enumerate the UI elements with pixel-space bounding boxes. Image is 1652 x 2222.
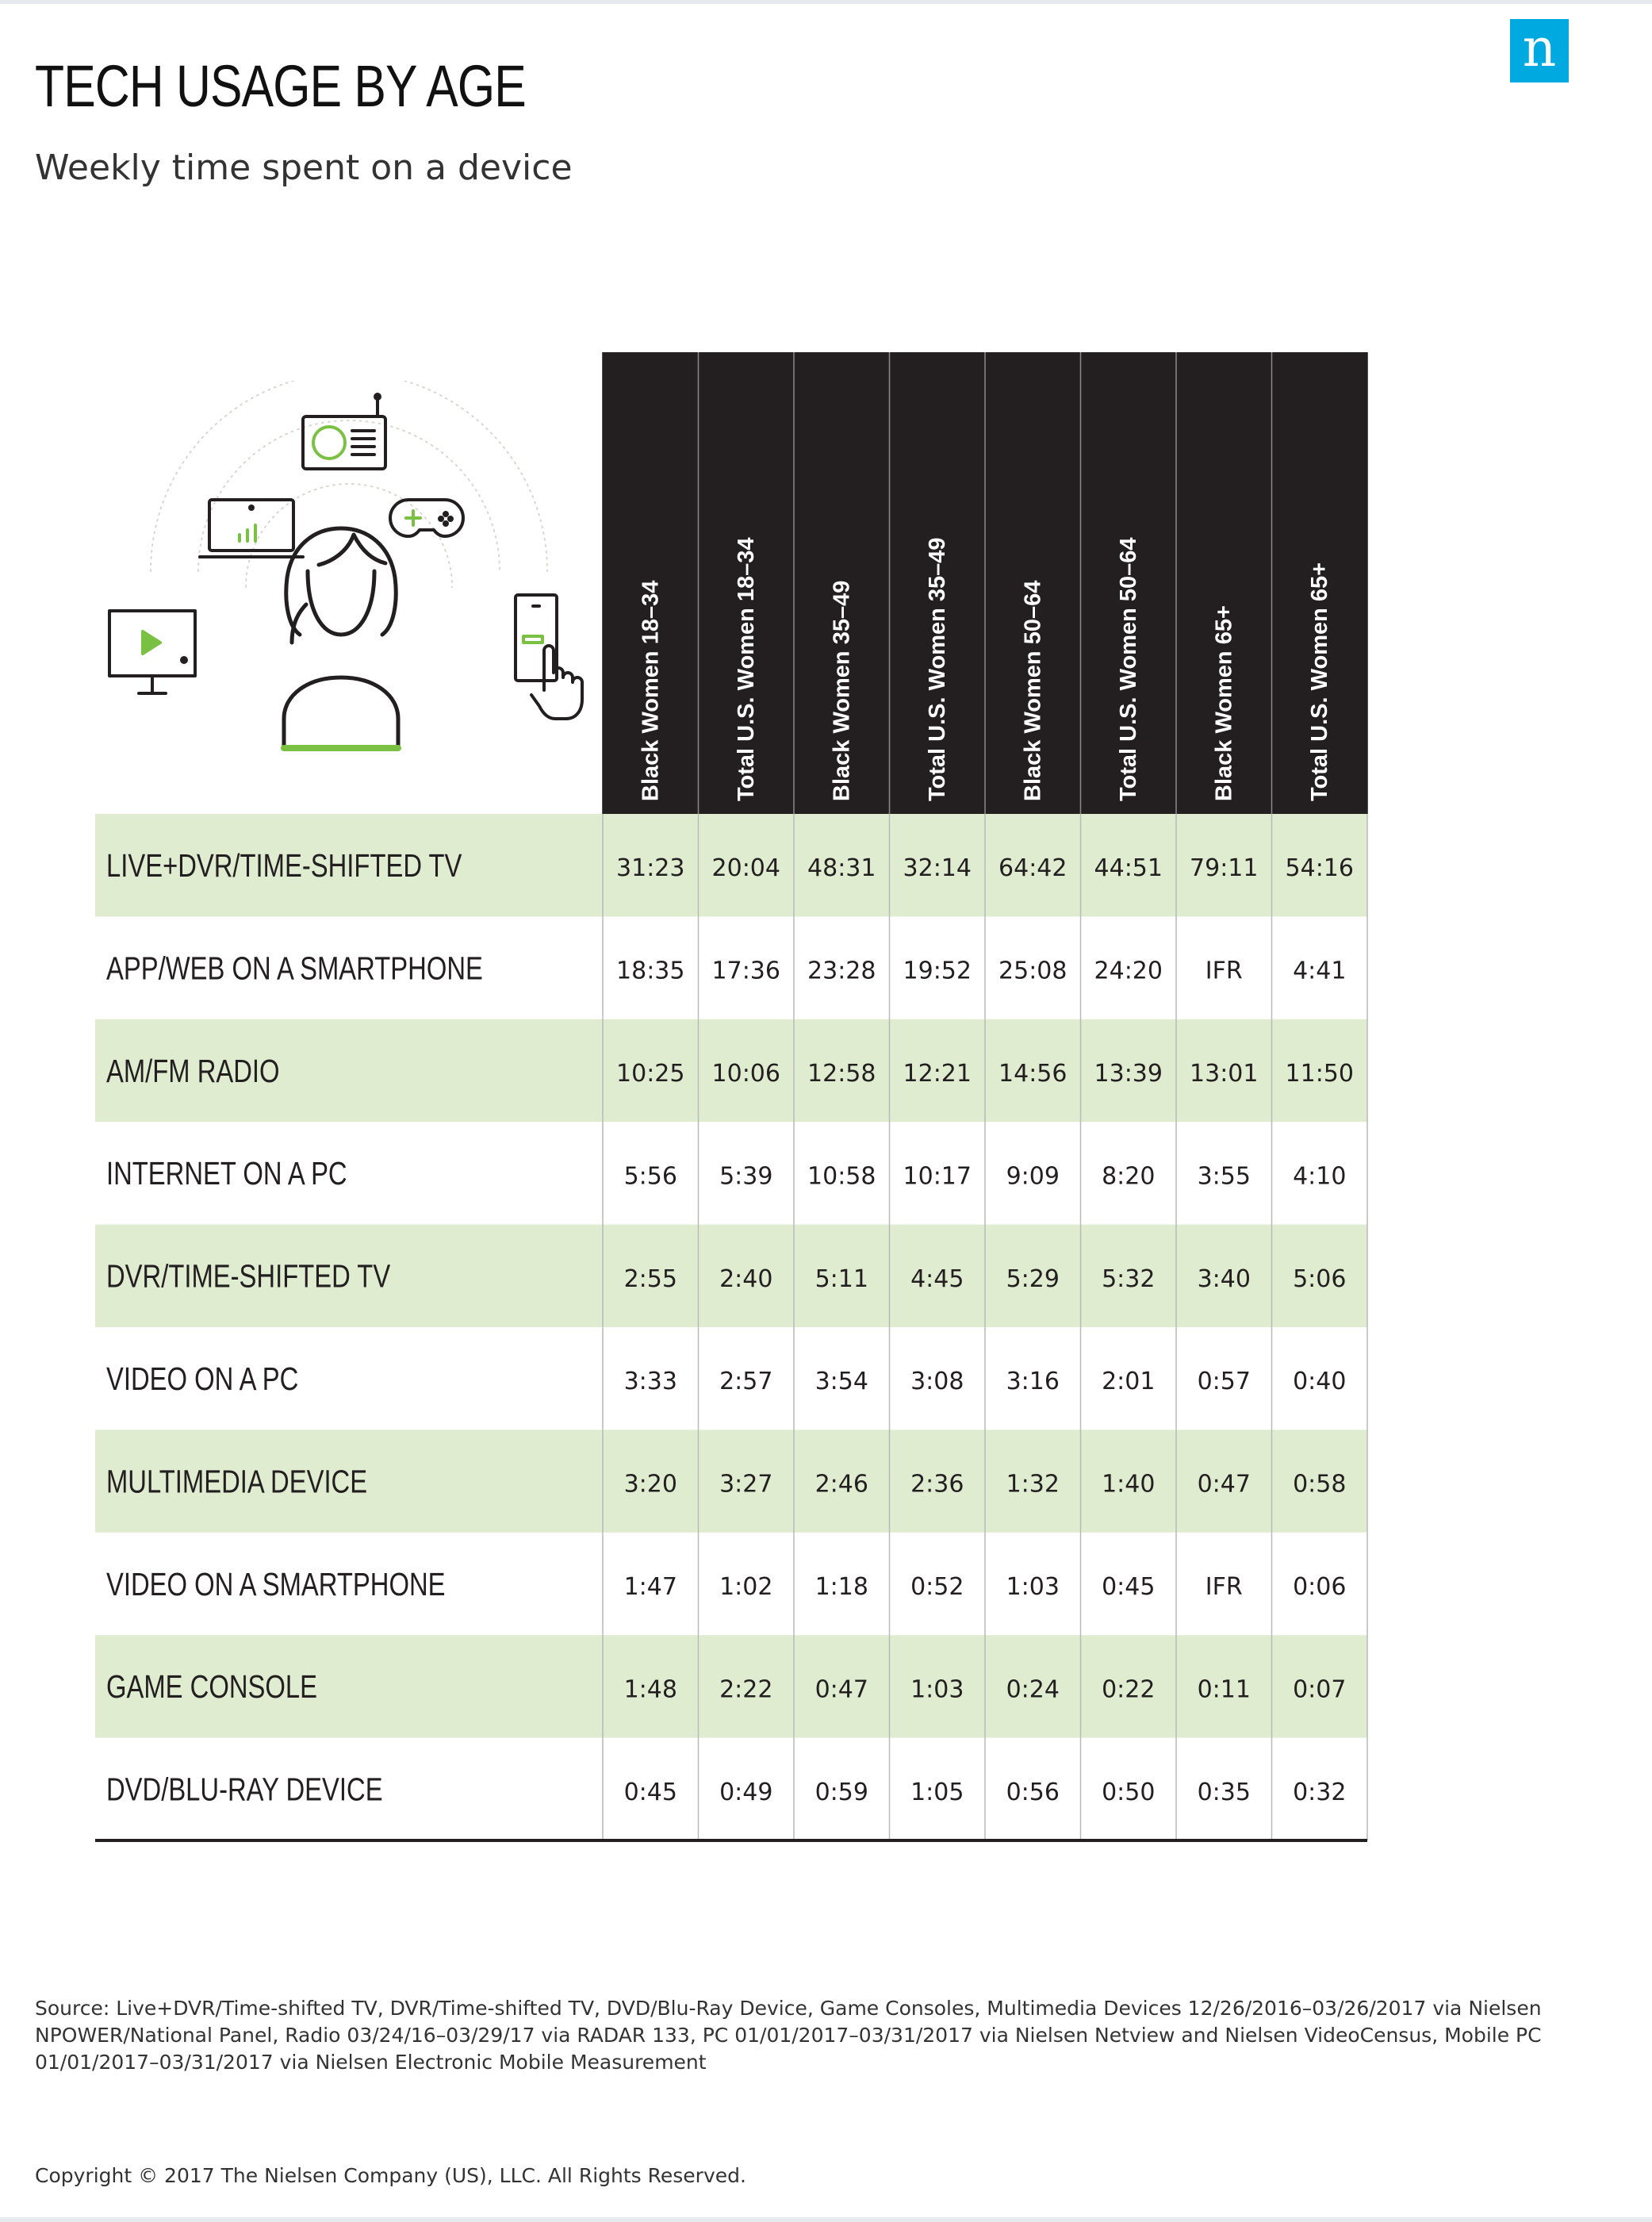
column-header: Black Women 18–34	[638, 580, 664, 801]
data-cell: 0:45	[623, 1778, 677, 1806]
column-header: Black Women 35–49	[829, 580, 855, 801]
data-cell: 1:03	[910, 1675, 964, 1704]
data-cell: 48:31	[807, 854, 876, 883]
row-label: AM/FM RADIO	[106, 1052, 280, 1089]
data-cell: 4:10	[1293, 1162, 1347, 1191]
data-cell: 14:56	[998, 1060, 1067, 1088]
data-cell: 0:59	[815, 1778, 868, 1806]
column-header: Black Women 65+	[1211, 605, 1237, 801]
row-label: MULTIMEDIA DEVICE	[106, 1462, 368, 1500]
data-cell: 2:57	[719, 1368, 773, 1396]
data-cell: 0:35	[1197, 1778, 1251, 1806]
data-cell: 1:03	[1006, 1573, 1060, 1601]
data-cell: 25:08	[998, 957, 1067, 985]
data-cell: 10:58	[807, 1162, 876, 1191]
data-cell: 0:52	[910, 1573, 964, 1601]
row-label: VIDEO ON A SMARTPHONE	[106, 1565, 446, 1602]
data-cell: 23:28	[807, 957, 876, 985]
data-cell: 13:01	[1190, 1060, 1259, 1088]
data-cell: 12:21	[903, 1060, 972, 1088]
data-cell: 5:56	[623, 1162, 677, 1191]
data-cell: 1:02	[719, 1573, 773, 1601]
bottom-rule	[0, 2217, 1652, 2222]
row-label: DVD/BLU-RAY DEVICE	[106, 1771, 383, 1808]
data-cell: 5:32	[1102, 1265, 1156, 1293]
data-cell: 5:39	[719, 1162, 773, 1191]
row-label: VIDEO ON A PC	[106, 1360, 299, 1397]
data-cell: 2:36	[910, 1470, 964, 1499]
data-cell: 2:40	[719, 1265, 773, 1293]
nielsen-logo: n	[1510, 19, 1569, 83]
data-cell: 0:49	[719, 1778, 773, 1806]
data-cell: 10:06	[711, 1060, 780, 1088]
copyright: Copyright © 2017 The Nielsen Company (US), LLC. All Rights Reserved.	[35, 2164, 746, 2187]
column-header: Total U.S. Women 65+	[1306, 562, 1332, 801]
data-cell: 10:25	[616, 1060, 685, 1088]
column-header: Total U.S. Women 50–64	[1115, 537, 1141, 801]
data-cell: 0:58	[1293, 1470, 1347, 1499]
data-cell: 5:11	[815, 1265, 868, 1293]
data-cell: 5:29	[1006, 1265, 1060, 1293]
data-cell: 12:58	[807, 1060, 876, 1088]
data-cell: 18:35	[616, 957, 685, 985]
data-cell: 3:08	[910, 1368, 964, 1396]
data-cell: 13:39	[1094, 1060, 1163, 1088]
data-cell: 4:45	[910, 1265, 964, 1293]
page-title: TECH USAGE BY AGE	[35, 53, 526, 119]
data-cell: 2:01	[1102, 1368, 1156, 1396]
data-cell: 1:32	[1006, 1470, 1060, 1499]
data-cell: 3:33	[623, 1368, 677, 1396]
data-cell: 3:40	[1197, 1265, 1251, 1293]
data-cell: 0:56	[1006, 1778, 1060, 1806]
data-cell: 1:05	[910, 1778, 964, 1806]
data-cell: 1:48	[623, 1675, 677, 1704]
data-cell: 1:40	[1102, 1470, 1156, 1499]
data-cell: 0:57	[1197, 1368, 1251, 1396]
data-cell: 0:47	[1197, 1470, 1251, 1499]
data-cell: 8:20	[1102, 1162, 1156, 1191]
data-cell: 5:06	[1293, 1265, 1347, 1293]
data-cell: 0:06	[1293, 1573, 1347, 1601]
column-header: Total U.S. Women 18–34	[733, 537, 759, 801]
data-cell: 2:55	[623, 1265, 677, 1293]
data-cell: 3:16	[1006, 1368, 1060, 1396]
source-note: Source: Live+DVR/Time-shifted TV, DVR/Time-shifted TV, DVD/Blu-Ray Device, Game Consoles, Multimedia Devices 12/26/2016–03/26/2017 via Nielsen NPOWER/National Panel, Radio 03/24/16–03/29/17 via RADAR 133, PC 01/01/2017–03/31/2017 via Nielsen Netview and Nielsen VideoCensus, Mobile PC 01/01/2017–03/31/2017 via Nielsen Electronic Mobile Measurement	[35, 1997, 1542, 2074]
data-cell: 0:45	[1102, 1573, 1156, 1601]
data-cell: 0:24	[1006, 1675, 1060, 1704]
column-header: Black Women 50–64	[1020, 580, 1046, 801]
row-label: GAME CONSOLE	[106, 1667, 317, 1706]
data-cell: 0:47	[815, 1675, 868, 1704]
data-cell: 11:50	[1285, 1060, 1354, 1088]
data-cell: 32:14	[903, 854, 972, 883]
data-cell: 19:52	[903, 957, 972, 985]
data-cell: 2:46	[815, 1470, 868, 1499]
row-label: DVR/TIME-SHIFTED TV	[106, 1257, 391, 1295]
data-cell: 54:16	[1285, 854, 1354, 883]
data-cell: 3:54	[815, 1368, 868, 1396]
data-cell: 17:36	[711, 957, 780, 985]
data-cell: IFR	[1205, 1573, 1243, 1601]
data-cell: 3:55	[1197, 1162, 1251, 1191]
data-cell: 1:18	[815, 1573, 868, 1601]
data-cell: 10:17	[903, 1162, 972, 1191]
row-label: APP/WEB ON A SMARTPHONE	[106, 949, 483, 987]
data-cell: 31:23	[616, 854, 685, 883]
data-cell: 3:20	[623, 1470, 677, 1499]
data-cell: 0:11	[1197, 1675, 1251, 1704]
column-header: Total U.S. Women 35–49	[924, 537, 950, 801]
row-label: INTERNET ON A PC	[106, 1154, 347, 1192]
data-cell: 9:09	[1006, 1162, 1060, 1191]
data-cell: 79:11	[1190, 854, 1259, 883]
data-cell: 44:51	[1094, 854, 1163, 883]
data-cell: 3:27	[719, 1470, 773, 1499]
data-cell: IFR	[1205, 957, 1243, 985]
data-cell: 20:04	[711, 854, 780, 883]
data-cell: 1:47	[623, 1573, 677, 1601]
data-cell: 4:41	[1293, 957, 1347, 985]
data-cell: 64:42	[998, 854, 1067, 883]
data-cell: 2:22	[719, 1675, 773, 1704]
data-cell: 0:07	[1293, 1675, 1347, 1704]
data-cell: 0:22	[1102, 1675, 1156, 1704]
page-subtitle: Weekly time spent on a device	[35, 148, 573, 188]
data-cell: 24:20	[1094, 957, 1163, 985]
data-cell: 0:40	[1293, 1368, 1347, 1396]
data-cell: 0:50	[1102, 1778, 1156, 1806]
data-cell: 0:32	[1293, 1778, 1347, 1806]
row-label: LIVE+DVR/TIME-SHIFTED TV	[106, 846, 462, 884]
